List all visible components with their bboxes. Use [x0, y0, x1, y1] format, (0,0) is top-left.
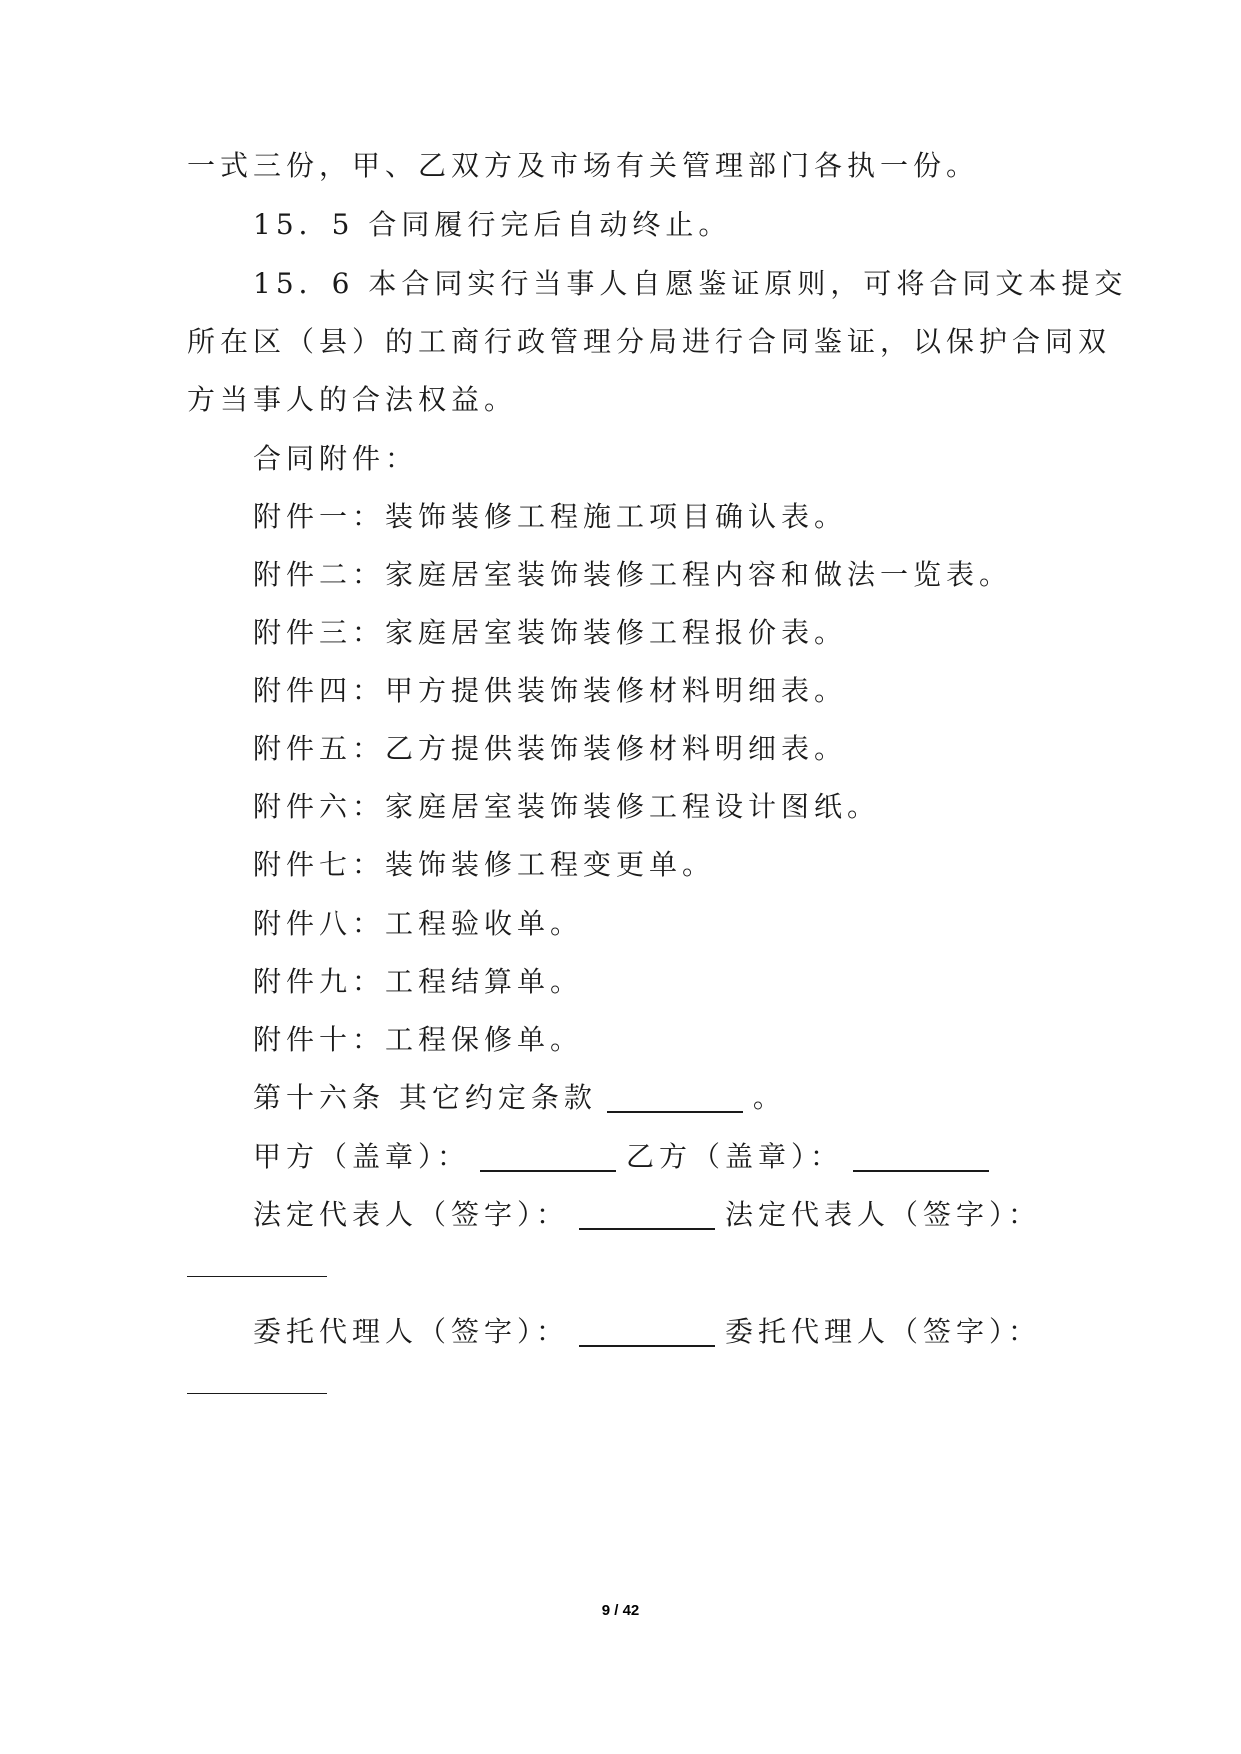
- attachment-item: 附件五：乙方提供装饰装修材料明细表。: [253, 732, 848, 765]
- attachment-item: 附件三：家庭居室装饰装修工程报价表。: [253, 616, 848, 649]
- attachment-item: 附件八：工程验收单。: [253, 907, 584, 940]
- clause-15-6-line-3: 方当事人的合法权益。: [187, 383, 518, 416]
- article-16-end: 。: [752, 1081, 786, 1114]
- legal-rep-line: [253, 1195, 1041, 1235]
- party-b-seal-blank: [853, 1170, 989, 1172]
- article-16-blank: [607, 1111, 743, 1113]
- party-b-agent-label: 委托代理人（签字）：: [725, 1315, 1042, 1348]
- party-a-seal-label: 甲方（盖章）：: [253, 1140, 471, 1173]
- paragraph-continuation: 一式三份，甲、乙双方及市场有关管理部门各执一份。: [187, 149, 980, 182]
- attachment-item: 附件一：装饰装修工程施工项目确认表。: [253, 500, 848, 533]
- clause-15-5: 15．5 合同履行完后自动终止。: [253, 208, 732, 241]
- party-b-seal-label: 乙方（盖章）：: [626, 1140, 844, 1173]
- party-a-seal-blank: [480, 1170, 616, 1172]
- party-a-legal-rep-blank: [579, 1228, 715, 1230]
- attachment-item: 附件七：装饰装修工程变更单。: [253, 848, 716, 881]
- article-16-label: 第十六条 其它约定条款: [253, 1081, 597, 1114]
- attachment-item: 附件六：家庭居室装饰装修工程设计图纸。: [253, 790, 881, 823]
- seal-line: [253, 1137, 999, 1177]
- party-a-agent-blank: [579, 1345, 715, 1347]
- clause-15-6-line-2: 所在区（县）的工商行政管理分局进行合同鉴证，以保护合同双: [187, 325, 1112, 358]
- article-16: [253, 1078, 786, 1118]
- attachments-heading: 合同附件：: [253, 442, 419, 475]
- party-b-legal-rep-label: 法定代表人（签字）：: [725, 1198, 1042, 1231]
- party-b-agent-blank: [187, 1393, 327, 1394]
- agent-line: [253, 1312, 1041, 1352]
- attachment-item: 附件十：工程保修单。: [253, 1023, 584, 1056]
- page-number: 9 / 42: [601, 1602, 640, 1619]
- party-b-legal-rep-blank: [187, 1276, 327, 1277]
- attachment-item: 附件二：家庭居室装饰装修工程内容和做法一览表。: [253, 558, 1013, 591]
- attachment-item: 附件九：工程结算单。: [253, 965, 584, 998]
- party-a-legal-rep-label: 法定代表人（签字）：: [253, 1198, 570, 1231]
- attachment-item: 附件四：甲方提供装饰装修材料明细表。: [253, 674, 848, 707]
- party-a-agent-label: 委托代理人（签字）：: [253, 1315, 570, 1348]
- clause-15-6-line-1: 15．6 本合同实行当事人自愿鉴证原则，可将合同文本提交: [253, 267, 1128, 300]
